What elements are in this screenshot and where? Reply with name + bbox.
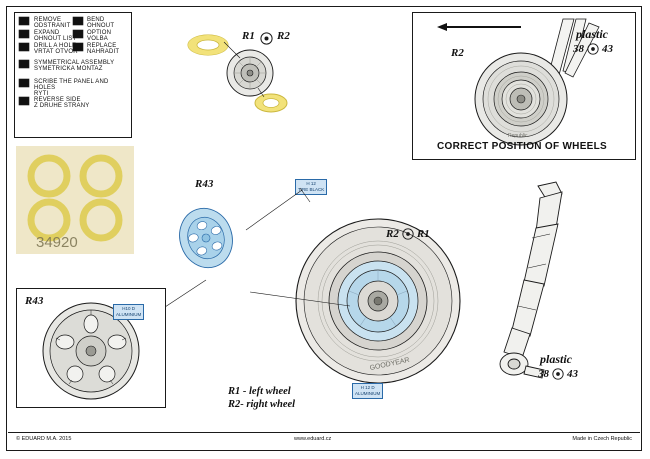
footer-bar [8, 432, 640, 449]
strut-material-label: plastic [540, 352, 572, 366]
hub-part-label: R43 [195, 178, 214, 190]
legend-row-0-right: BEND OHNOUT [87, 17, 115, 29]
kit-from-bottom: 38 [538, 368, 549, 380]
hub-inset-label: R43 [25, 295, 44, 307]
note-left-wheel: R1 - left wheel [228, 386, 291, 397]
mask-sheet [16, 146, 134, 254]
rim-color-tag: H 12 D ALUMINIUM [352, 382, 383, 400]
correct-position-panel [412, 12, 636, 160]
note-right-wheel: R2- right wheel [228, 399, 296, 410]
circle-dot-icon [552, 368, 564, 380]
circle-dot-icon [402, 228, 414, 240]
wheel-side-notes [228, 386, 295, 410]
kit-to-top: 43 [602, 43, 613, 55]
svg-text:GOODYEAR: GOODYEAR [369, 356, 411, 373]
wheel-pair-label-r1: R1 [416, 228, 430, 240]
kit-range-bottom [538, 368, 578, 380]
footer-url[interactable]: www.eduard.cz [294, 436, 332, 442]
legend-row-0-left: REMOVE ODSTRANIT [34, 17, 71, 29]
landing-gear-strut [470, 176, 600, 396]
circle-dot-icon [587, 43, 599, 55]
legend-row-5-left: REVERSE SIDE Z DRUHE STRANY [34, 97, 90, 109]
legend-row-4-left: SCRIBE THE PANEL AND HOLES RYTI [34, 79, 109, 97]
wheel-pair-label [386, 228, 430, 240]
tyre-color-tag: H 12 TIRE BLACK [295, 178, 327, 196]
svg-text:Republic: Republic [508, 133, 528, 139]
correct-panel-part-label: R2 [451, 47, 464, 59]
top-detail-label-r1: R1 [242, 30, 255, 42]
kit-to-bottom: 43 [567, 368, 578, 380]
legend-box [14, 12, 132, 138]
legend-row-1-right: OPTION VOLBA [87, 30, 112, 42]
correct-panel-material: plastic [576, 27, 608, 41]
footer-copyright: © EDUARD M.A. 2015 [16, 436, 72, 442]
svg-text:34920: 34920 [36, 234, 78, 251]
pe-hub-part [168, 196, 248, 286]
hub-inset-panel [16, 288, 166, 408]
footer-origin: Made in Czech Republic [572, 436, 632, 442]
wheel-pair-label-r2: R2 [386, 228, 399, 240]
hub-color-tag: H10 D ALUMINIUM [113, 303, 144, 321]
circle-dot-icon [260, 32, 273, 45]
legend-row-2-left: DRILL A HOLE VRTAT OTVOR [34, 43, 78, 55]
correct-position-caption: CORRECT POSITION OF WHEELS [437, 141, 608, 152]
legend-row-2-right: REPLACE NAHRADIT [87, 43, 120, 55]
main-wheel [290, 206, 470, 396]
legend-row-3-left: SYMMETRICAL ASSEMBLY SYMETRICKA MONTAZ [34, 60, 115, 72]
top-detail-label-r2: R2 [277, 30, 290, 42]
kit-range-top [573, 43, 613, 55]
mask-application-detail [180, 18, 300, 128]
kit-from-top: 38 [573, 43, 584, 55]
legend-row-1-left: EXPAND OHNOUT LIST [34, 30, 77, 42]
